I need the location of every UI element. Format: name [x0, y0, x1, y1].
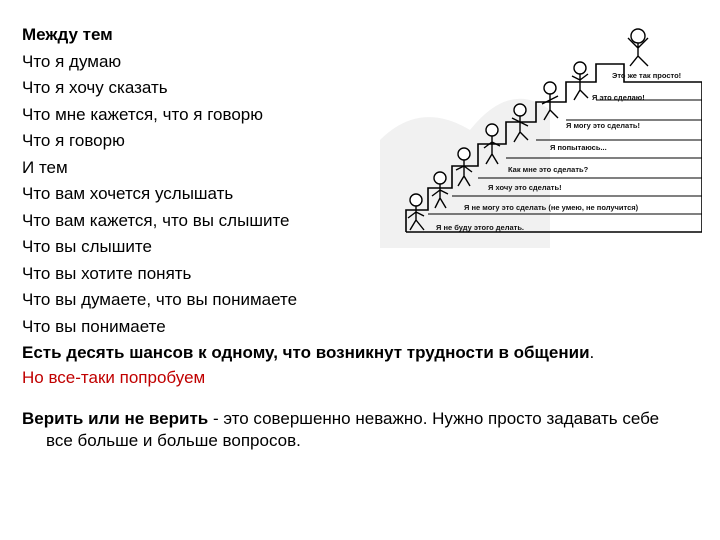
step-label: Я могу это сделать! — [566, 121, 640, 130]
step-label: Это же так просто! — [612, 71, 682, 80]
step-label: Я хочу это сделать! — [488, 183, 562, 192]
text-line: Между тем — [22, 25, 113, 44]
staircase-illustration — [380, 20, 702, 248]
text-line: Что я думаю — [22, 51, 122, 71]
text-line: Что вам кажется, что вы слышите — [22, 210, 290, 230]
chances-statement — [22, 342, 606, 363]
text-line: Что я хочу сказать — [22, 78, 168, 97]
believe-statement — [22, 408, 666, 452]
staircase-svg — [380, 20, 702, 248]
step-label: Я попытаюсь... — [550, 143, 607, 152]
chances-bold: Есть десять шансов к одному, что возникнут трудности в общении — [22, 343, 590, 362]
chances-tail: . — [589, 343, 595, 362]
step-label: Как мне это сделать? — [508, 165, 589, 174]
believe-bold: Верить или не верить — [22, 408, 209, 428]
text-line: Что мне кажется, что я говорю — [22, 104, 263, 124]
text-line: Что я говорю — [22, 131, 125, 150]
text-line: Что вы хотите понять — [22, 263, 192, 283]
text-line: И тем — [22, 157, 68, 177]
step-label: Я не буду этого делать. — [436, 223, 525, 232]
step-label: Я это сделаю! — [592, 93, 645, 102]
figure-step-7 — [572, 62, 588, 100]
text-line: Что вы слышите — [22, 237, 152, 256]
text-line: Что вам хочется услышать — [22, 184, 234, 203]
step-label: Я не могу это сделать (не умею, не получится) — [464, 203, 639, 212]
text-line: Что вы думаете, что вы понимаете — [22, 290, 298, 309]
spacer — [22, 392, 662, 406]
believe-rest: - это совершенно неважно. Нужно просто задавать себе все больше и больше вопросов. — [46, 408, 660, 450]
try-line: Но все-таки попробуем — [22, 368, 206, 387]
text-line: Что вы понимаете — [22, 316, 166, 336]
figure-top-jumping — [628, 29, 648, 66]
